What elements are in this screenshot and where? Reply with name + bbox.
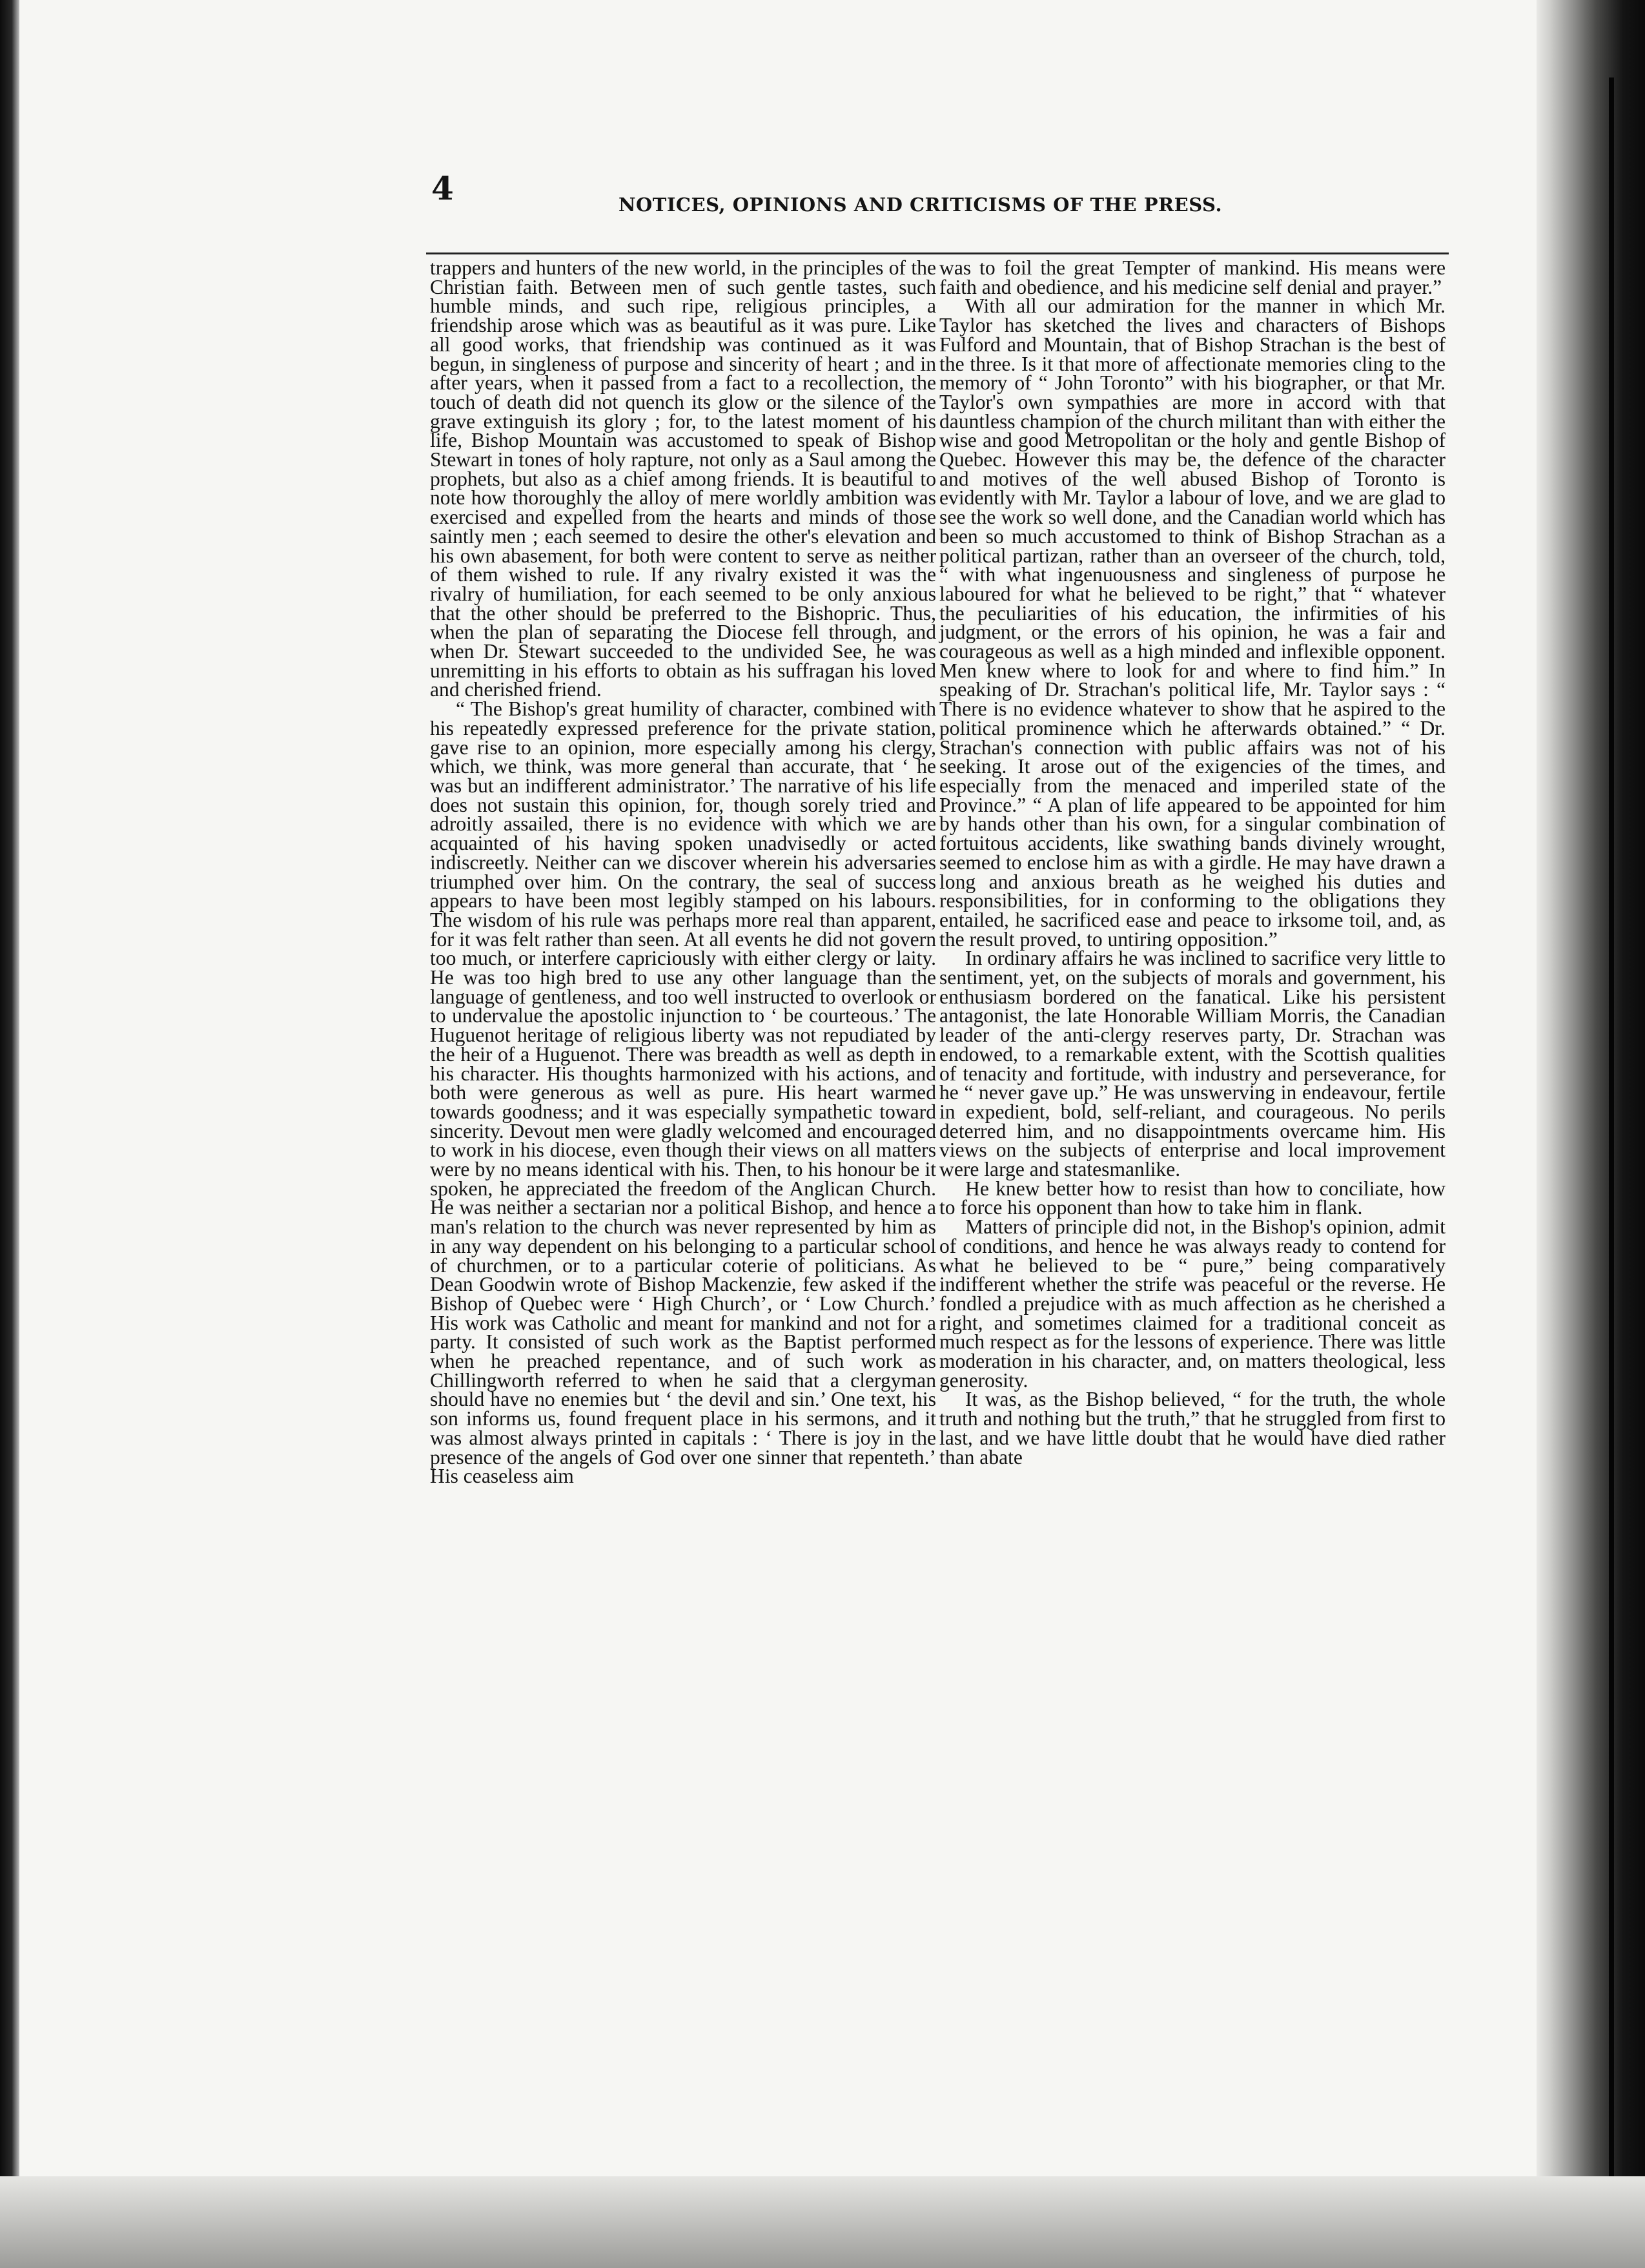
left-column [430, 258, 936, 1486]
paragraph: In ordinary affairs he was inclined to sacrifice very little to sentiment, yet, on the subjects of morals and government, his enthusiasm bordered on the fanatical. Like his persistent antagonist, the late Honorable William Morris, the Canadian leader of the anti-clergy reserves party, Dr. Strachan was endowed, to a remarkable extent, with the Scottish qualities of tenacity and fortitude, with industry and perseverance, for he “ never gave up.” He was unswerving in endeavour, fertile in expedient, bold, self-reliant, and courageous. No perils deterred him, and no disappointments overcame him. His views on the subjects of enterprise and local improvement were large and statesmanlike. [939, 947, 1446, 1181]
paragraph: With all our admiration for the manner in which Mr. Taylor has sketched the lives and characters of Bishops Fulford and Mountain, that of Bishop Strachan is the best of the three. Is it that more of affectionate memories cling to the memory of “ John Toronto” with his biographer, or that Mr. Taylor's own sympathies are more in accord with that dauntless champion of the church militant than with either the wise and good Metropolitan or the holy and gentle Bishop of Quebec. However this may be, the defence of the character and motives of the well abused Bishop of Toronto is evidently with Mr. Taylor a labour of love, and we are glad to see the work so well done, and the Canadian world which has been so much accustomed to think of Bishop Strachan as a political partizan, rather than an overseer of the church, told, “ with what ingenuousness and singleness of purpose he laboured for what he believed to be right,” that “ whatever the peculiarities of his education, the infirmities of his judgment, or the errors of his opinion, he was a fair and courageous as well as a high minded and inflexible opponent. Men knew where to look for and where to find him.” In speaking of Dr. Strachan's political life, Mr. Taylor says : “ There is no evidence whatever to show that he aspired to the political prominence which he afterwards obtained.” “ Dr. Strachan's connection with public affairs was not of his seeking. It arose out of the exigencies of the times, and especially from the menaced and imperiled state of the Province.” “ A plan of life appeared to be appointed for him by hands other than his own, for a singular combination of fortuitous accidents, like swathing bands divinely wrought, seemed to enclose him as with a girdle. He may have drawn a long and anxious breath as he weighed his duties and responsibilities, for in conforming to the obligations they entailed, he sacrificed ease and peace to irksome toil, and, as the result proved, to untiring opposition.” [939, 294, 1446, 951]
paragraph: trappers and hunters of the new world, in the principles of the Christian faith. Between men of such gentle tastes, such humble minds, and such ripe, religious principles, a friendship arose which was as beautiful as it was pure. Like all good works, that friendship was continued as it was begun, in singleness of purpose and sincerity of heart ; and in after years, when it passed from a fact to a recollection, the touch of death did not quench its glow or the silence of the grave extinguish its glory ; for, to the latest moment of his life, Bishop Mountain was accustomed to speak of Bishop Stewart in tones of holy rapture, not only as a Saul among the prophets, but also as a chief among friends. It is beautiful to note how thoroughly the alloy of mere worldly ambition was exercised and expelled from the hearts and minds of those saintly men ; each seemed to desire the other's elevation and his own abasement, for both were content to serve as neither of them wished to rule. If any rivalry existed it was the rivalry of humiliation, for each seemed to be only anxious that the other should be preferred to the Bishopric. Thus, when the plan of separating the Diocese fell through, and when Dr. Stewart succeeded to the undivided See, he was unremitting in his efforts to obtain as his suffragan his loved and cherished friend. [430, 256, 936, 701]
page-number: 4 [431, 169, 454, 207]
paragraph: “ The Bishop's great humility of character, combined with his repeatedly expressed preference for the private station, gave rise to an opinion, more especially among his clergy, which, we think, was more general than accurate, that ‘ he was but an indifferent administrator.’ The narrative of his life does not sustain this opinion, for, though sorely tried and adroitly assailed, there is no evidence with which we are acquainted of his having spoken unadvisedly or acted indiscreetly. Neither can we discover wherein his adversaries triumphed over him. On the contrary, the seal of success appears to have been most legibly stamped on his labours. The wisdom of his rule was perhaps more real than apparent, for it was felt rather than seen. At all events he did not govern too much, or interfere capriciously with either clergy or laity. He was too high bred to use any other language than the language of gentleness, and too well instructed to overlook or to undervalue the apostolic injunction to ‘ be courteous.’ The Huguenot heritage of religious liberty was not repudiated by the heir of a Huguenot. There was breadth as well as depth in his character. His thoughts harmonized with his actions, and both were generous as well as pure. His heart warmed towards goodness; and it was especially sympathetic toward sincerity. Devout men were gladly welcomed and encouraged to work in his diocese, even though their views on all matters were by no means identical with his. Then, to his honour be it spoken, he appreciated the freedom of the Anglican Church. He was neither a sectarian nor a political Bishop, and hence a man's relation to the church was never represented by him as in any way dependent on his belonging to a particular school of churchmen, or to a particular coterie of politicians. As Dean Goodwin wrote of Bishop Mackenzie, few asked if the Bishop of Quebec were ‘ High Church’, or ‘ Low Church.’ His work was Catholic and meant for mankind and not for a party. It consisted of such work as the Baptist performed when he preached repentance, and of such work as Chillingworth referred to when he said that a clergyman should have no enemies but ‘ the devil and sin.’ One text, his son informs us, found frequent place in his sermons, and it was almost always printed in capitals : ‘ There is joy in the presence of the angels of God over one sinner that repenteth.’ His ceaseless aim [430, 697, 936, 1488]
paragraph: Matters of principle did not, in the Bishop's opinion, admit of conditions, and hence he was always ready to contend for what he believed to be “ pure,” being comparatively indifferent whether the strife was peaceful or the reverse. He fondled a prejudice with as much affection as he cherished a right, and sometimes claimed for a traditional conceit as much respect as for the lessons of experience. There was little moderation in his character, and, on matters theological, less generosity. [939, 1215, 1446, 1392]
scan-binding-rule [1609, 77, 1614, 2183]
running-head: NOTICES, OPINIONS AND CRITICISMS OF THE PRESS. [618, 194, 1223, 216]
right-column [939, 258, 1446, 1467]
scan-bottom-margin [0, 2176, 1645, 2268]
paragraph: It was, as the Bishop believed, “ for the truth, the whole truth and nothing but the truth,” that he struggled from first to last, and we have little doubt that he would have died rather than abate [939, 1388, 1446, 1469]
scan-left-edge [0, 0, 19, 2268]
paragraph: He knew better how to resist than how to conciliate, how to force his opponent than how to take him in flank. [939, 1177, 1446, 1219]
paragraph: was to foil the great Tempter of mankind. His means were faith and obedience, and his medicine self denial and prayer.” [939, 256, 1446, 298]
scan-binding-shadow [1537, 0, 1645, 2268]
header-rule [426, 253, 1449, 254]
